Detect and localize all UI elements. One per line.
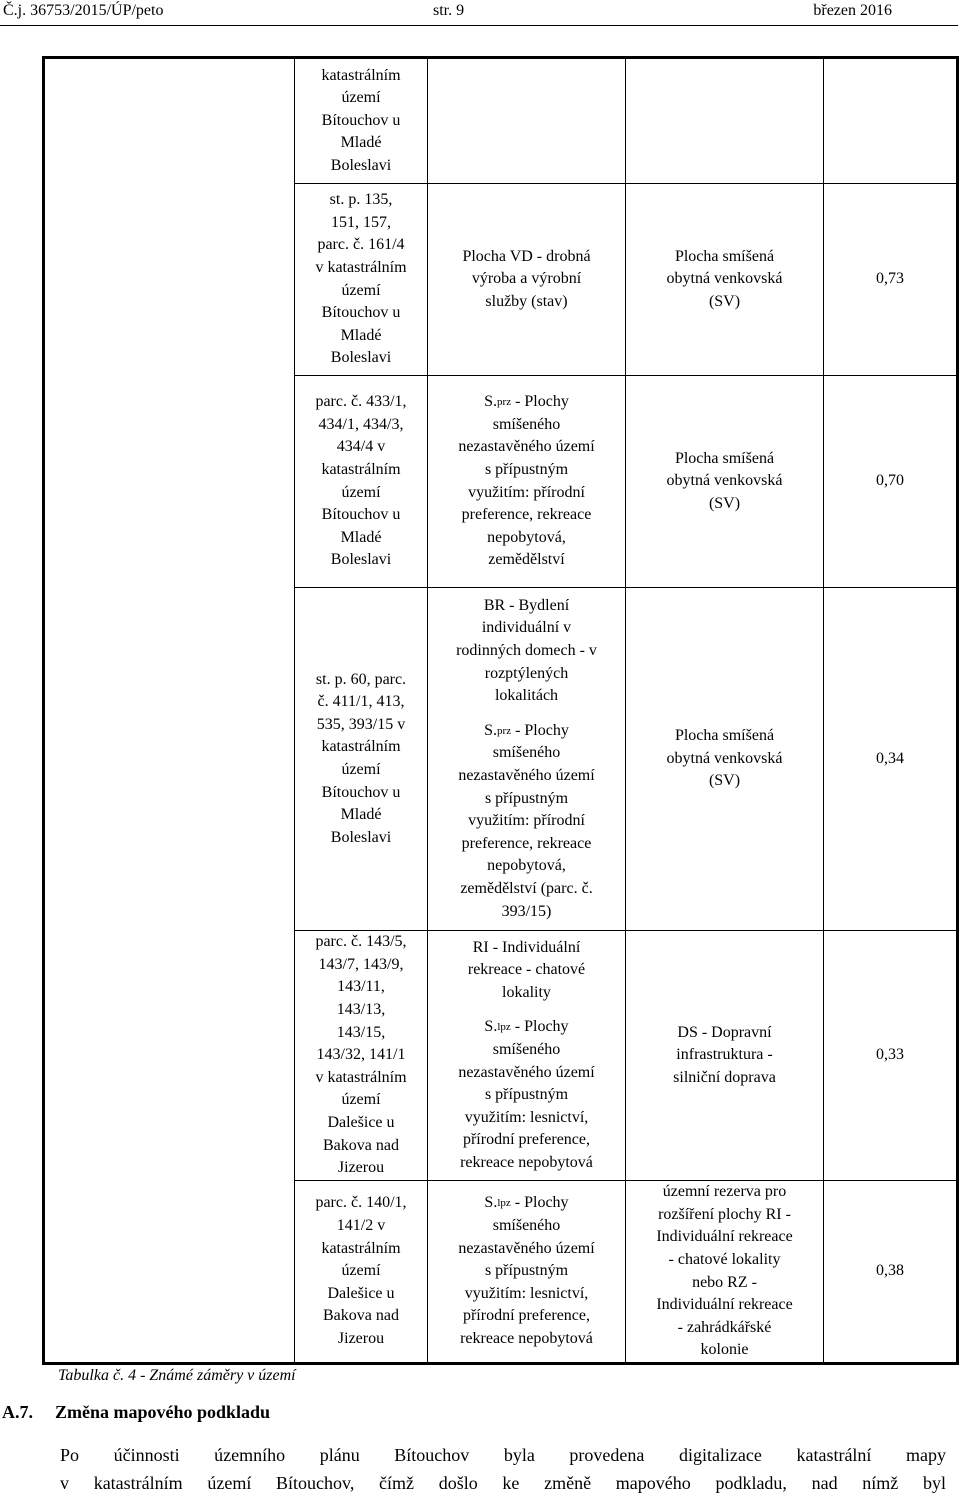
parcel-line: 535, 393/15 v (316, 715, 406, 733)
current-use-line: 393/15) (501, 902, 552, 920)
area-description: - Plochy (510, 1194, 569, 1212)
current-use-line: zemědělství (parc. č. (460, 879, 593, 897)
parcel-line: katastrálním (321, 66, 401, 84)
current-use-cell (428, 931, 626, 1181)
parcel-cell (295, 58, 428, 184)
current-use-block (432, 1192, 621, 1350)
proposed-use-cell (626, 184, 824, 376)
parcel-line: č. 411/1, 413, (317, 693, 405, 711)
proposed-use-line: - zahrádkářské (677, 1318, 772, 1336)
section-heading (2, 1402, 270, 1423)
table-row (44, 58, 958, 184)
current-use-line: Plocha VD - drobná (462, 247, 591, 265)
parcel-line: st. p. 60, parc. (315, 670, 407, 688)
current-use-line: nezastavěného území (458, 1239, 595, 1257)
proposed-use-line: Plocha smíšená (674, 247, 775, 265)
area-description: - Plochy (511, 721, 569, 739)
blank-cell (44, 1181, 295, 1364)
parcel-line: 143/11, (337, 978, 385, 996)
current-use-line: BR - Bydlení (483, 596, 570, 614)
area-code-subscript: lpz (497, 1197, 511, 1210)
current-use-line: RI - Individuální (472, 938, 581, 956)
proposed-use-line: Individuální rekreace (656, 1228, 793, 1246)
parcel-line: Mladé (340, 806, 382, 824)
parcel-line: parc. č. 161/4 (317, 236, 405, 254)
current-use-block (432, 246, 621, 314)
current-use-line: s přípustným (484, 789, 569, 807)
table-row (44, 184, 958, 376)
area-value-cell: 0,33 (824, 931, 958, 1181)
current-use-line: využitím: přírodní (468, 812, 585, 830)
parcel-line: území (341, 761, 381, 778)
parcel-line: Mladé (340, 528, 382, 546)
parcel-line: Bítouchov u (321, 783, 401, 801)
current-use-line: rekreace - chatové (467, 961, 586, 979)
parcel-line: Bítouchov u (321, 506, 401, 524)
parcel-line: 143/15, (336, 1023, 386, 1041)
blank-cell (44, 58, 295, 184)
proposed-use-line: DS - Dopravní (677, 1023, 772, 1041)
current-use-line: smíšeného (492, 1217, 561, 1235)
proposed-use-line: obytná venkovská (666, 270, 783, 288)
area-code-subscript: prz (497, 724, 512, 737)
proposed-use-line: (SV) (708, 772, 741, 790)
known-plans-table (42, 56, 959, 1365)
area-code-subscript: prz (497, 396, 512, 409)
area-description: - Plochy (511, 393, 569, 411)
current-use-line: nepobytová, (487, 857, 566, 875)
parcel-line: 151, 157, (331, 213, 391, 231)
area-code: S. (484, 1018, 498, 1036)
section-title: Změna mapového podkladu (55, 1402, 271, 1422)
current-use-cell (428, 1181, 626, 1364)
blank-cell (44, 184, 295, 376)
proposed-use-line: Plocha smíšená (674, 449, 775, 467)
parcel-line: Jizerou (337, 1159, 385, 1177)
table-row (44, 931, 958, 1181)
current-use-line (432, 720, 621, 743)
document-reference: Č.j. 36753/2015/ÚP/peto (3, 2, 164, 19)
page-number: str. 9 (433, 2, 465, 19)
current-use-line: individuální v (481, 619, 572, 637)
current-use-block (432, 1016, 621, 1174)
proposed-use-line: obytná venkovská (666, 472, 783, 490)
current-use-line: využitím: lesnictví, (464, 1284, 589, 1302)
current-use-line: přírodní preference, (462, 1307, 591, 1325)
current-use-line: nezastavěného území (458, 438, 595, 456)
area-value-cell: 0,70 (824, 376, 958, 588)
parcel-line: Bakova nad (323, 1136, 399, 1154)
parcel-line: území (341, 483, 381, 501)
current-use-line: využitím: přírodní (468, 483, 585, 501)
area-code-subscript: lpz (497, 1021, 511, 1034)
table-row (44, 376, 958, 588)
current-use-line: využitím: lesnictví, (464, 1108, 589, 1126)
proposed-use-cell (626, 588, 824, 931)
parcel-line: Boleslavi (330, 349, 392, 367)
area-code: S. (484, 393, 498, 411)
current-use-line: nezastavěného území (458, 1063, 595, 1081)
table-caption: Tabulka č. 4 - Známé záměry v území (58, 1367, 296, 1384)
parcel-line: v katastrálním (315, 1068, 407, 1086)
parcel-line: Dalešice u (327, 1113, 395, 1131)
parcel-line: Jizerou (337, 1329, 385, 1347)
proposed-use-line: infrastruktura - (676, 1046, 773, 1064)
parcel-line: Mladé (340, 134, 382, 152)
proposed-use-cell (626, 376, 824, 588)
parcel-line: parc. č. 143/5, (315, 933, 407, 951)
area-description: - Plochy (510, 1018, 569, 1036)
current-use-block (432, 391, 621, 572)
current-use-line: přírodní preference, (462, 1131, 591, 1149)
current-use-line: smíšeného (492, 415, 561, 433)
proposed-use-line: nebo RZ - (692, 1273, 757, 1291)
current-use-line: s přípustným (484, 1262, 569, 1280)
paragraph-line: v katastrálním území Bítouchov, čímž došlo ke změně mapového podkladu, nad nímž byl (60, 1473, 946, 1493)
parcel-line: Dalešice u (327, 1284, 395, 1302)
parcel-line: parc. č. 433/1, (315, 393, 407, 411)
area-code: S. (484, 1194, 498, 1212)
parcel-line: v katastrálním (315, 258, 407, 276)
parcel-line: Boleslavi (330, 828, 392, 846)
current-use-block (432, 937, 621, 1005)
proposed-use-cell (626, 931, 824, 1181)
proposed-use-line: Individuální rekreace (656, 1296, 793, 1314)
header-divider (0, 25, 958, 26)
current-use-block (432, 720, 621, 923)
area-value-cell: 0,34 (824, 588, 958, 931)
parcel-cell (295, 1181, 428, 1364)
area-value-cell: 0,38 (824, 1181, 958, 1364)
proposed-use-line: rozšíření plochy RI - (658, 1205, 791, 1223)
parcel-cell (295, 184, 428, 376)
proposed-use-line: - chatové lokality (668, 1250, 781, 1268)
area-code: S. (484, 721, 498, 739)
parcel-line: 143/7, 143/9, (318, 955, 404, 973)
blank-cell (44, 588, 295, 931)
current-use-line: nepobytová, (487, 528, 566, 546)
current-use-line: lokality (502, 983, 551, 1001)
blank-cell (44, 376, 295, 588)
parcel-line: st. p. 135, (329, 191, 393, 209)
current-use-line: lokalitách (494, 687, 559, 705)
current-use-line: smíšeného (492, 744, 561, 762)
proposed-use-cell (626, 1181, 824, 1364)
current-use-block (432, 595, 621, 708)
current-use-cell (428, 184, 626, 376)
parcel-line: Boleslavi (330, 551, 392, 569)
paragraph-line: Po účinnosti územního plánu Bítouchov byla provedena digitalizace katastrální mapy (60, 1445, 946, 1465)
current-use-line: rekreace nepobytová (460, 1329, 593, 1347)
parcel-line: katastrálním (321, 1239, 401, 1257)
parcel-cell (295, 588, 428, 931)
parcel-line: parc. č. 140/1, (315, 1194, 407, 1212)
current-use-line: rodinných domech - v (456, 642, 597, 660)
current-use-line: výroba a výrobní (471, 270, 582, 288)
proposed-use-cell (626, 58, 824, 184)
parcel-line: 141/2 v (336, 1217, 386, 1235)
proposed-use-line: (SV) (708, 494, 741, 512)
current-use-cell (428, 588, 626, 931)
area-value-cell (824, 58, 958, 184)
parcel-cell (295, 376, 428, 588)
parcel-line: Bítouchov u (321, 111, 401, 129)
current-use-line: zemědělství (488, 551, 565, 569)
table-row (44, 1181, 958, 1364)
current-use-line: preference, rekreace (461, 506, 592, 524)
current-use-cell (428, 58, 626, 184)
parcel-line: katastrálním (321, 738, 401, 756)
parcel-line: Bítouchov u (321, 304, 401, 322)
document-date: březen 2016 (813, 2, 892, 19)
current-use-line (432, 1192, 621, 1215)
parcel-line: katastrálním (321, 460, 401, 478)
area-value-cell: 0,73 (824, 184, 958, 376)
page-header (0, 0, 960, 24)
proposed-use-line: (SV) (708, 292, 741, 310)
current-use-line: s přípustným (484, 1086, 569, 1104)
blank-cell (44, 931, 295, 1181)
body-paragraph (60, 1441, 946, 1497)
table-row (44, 588, 958, 931)
parcel-line: Boleslavi (330, 156, 392, 174)
current-use-line: preference, rekreace (461, 834, 592, 852)
parcel-line: území (341, 89, 381, 107)
current-use-line: služby (stav) (485, 292, 568, 310)
parcel-line: 434/4 v (336, 438, 386, 456)
proposed-use-line: územní rezerva pro (662, 1183, 787, 1201)
current-use-line (432, 391, 621, 414)
current-use-line: rozptýlených (484, 664, 569, 682)
parcel-line: Bakova nad (323, 1307, 399, 1325)
current-use-line: smíšeného (492, 1040, 561, 1058)
proposed-use-line: obytná venkovská (666, 749, 783, 767)
proposed-use-line: Plocha smíšená (674, 727, 775, 745)
proposed-use-line: kolonie (700, 1341, 749, 1359)
current-use-line (432, 1016, 621, 1039)
parcel-line: 434/1, 434/3, (318, 415, 404, 433)
current-use-line: nezastavěného území (458, 767, 595, 784)
parcel-line: území (341, 281, 381, 299)
parcel-line: Mladé (340, 326, 382, 344)
proposed-use-line: silniční doprava (673, 1068, 776, 1086)
current-use-line: rekreace nepobytová (460, 1153, 593, 1171)
current-use-line: s přípustným (484, 460, 569, 478)
parcel-line: 143/13, (336, 1001, 386, 1019)
current-use-cell (428, 376, 626, 588)
parcel-cell (295, 931, 428, 1181)
parcel-line: 143/32, 141/1 (316, 1046, 406, 1064)
section-number: A.7. (2, 1402, 33, 1422)
parcel-line: území (341, 1262, 381, 1280)
parcel-line: území (341, 1091, 381, 1109)
